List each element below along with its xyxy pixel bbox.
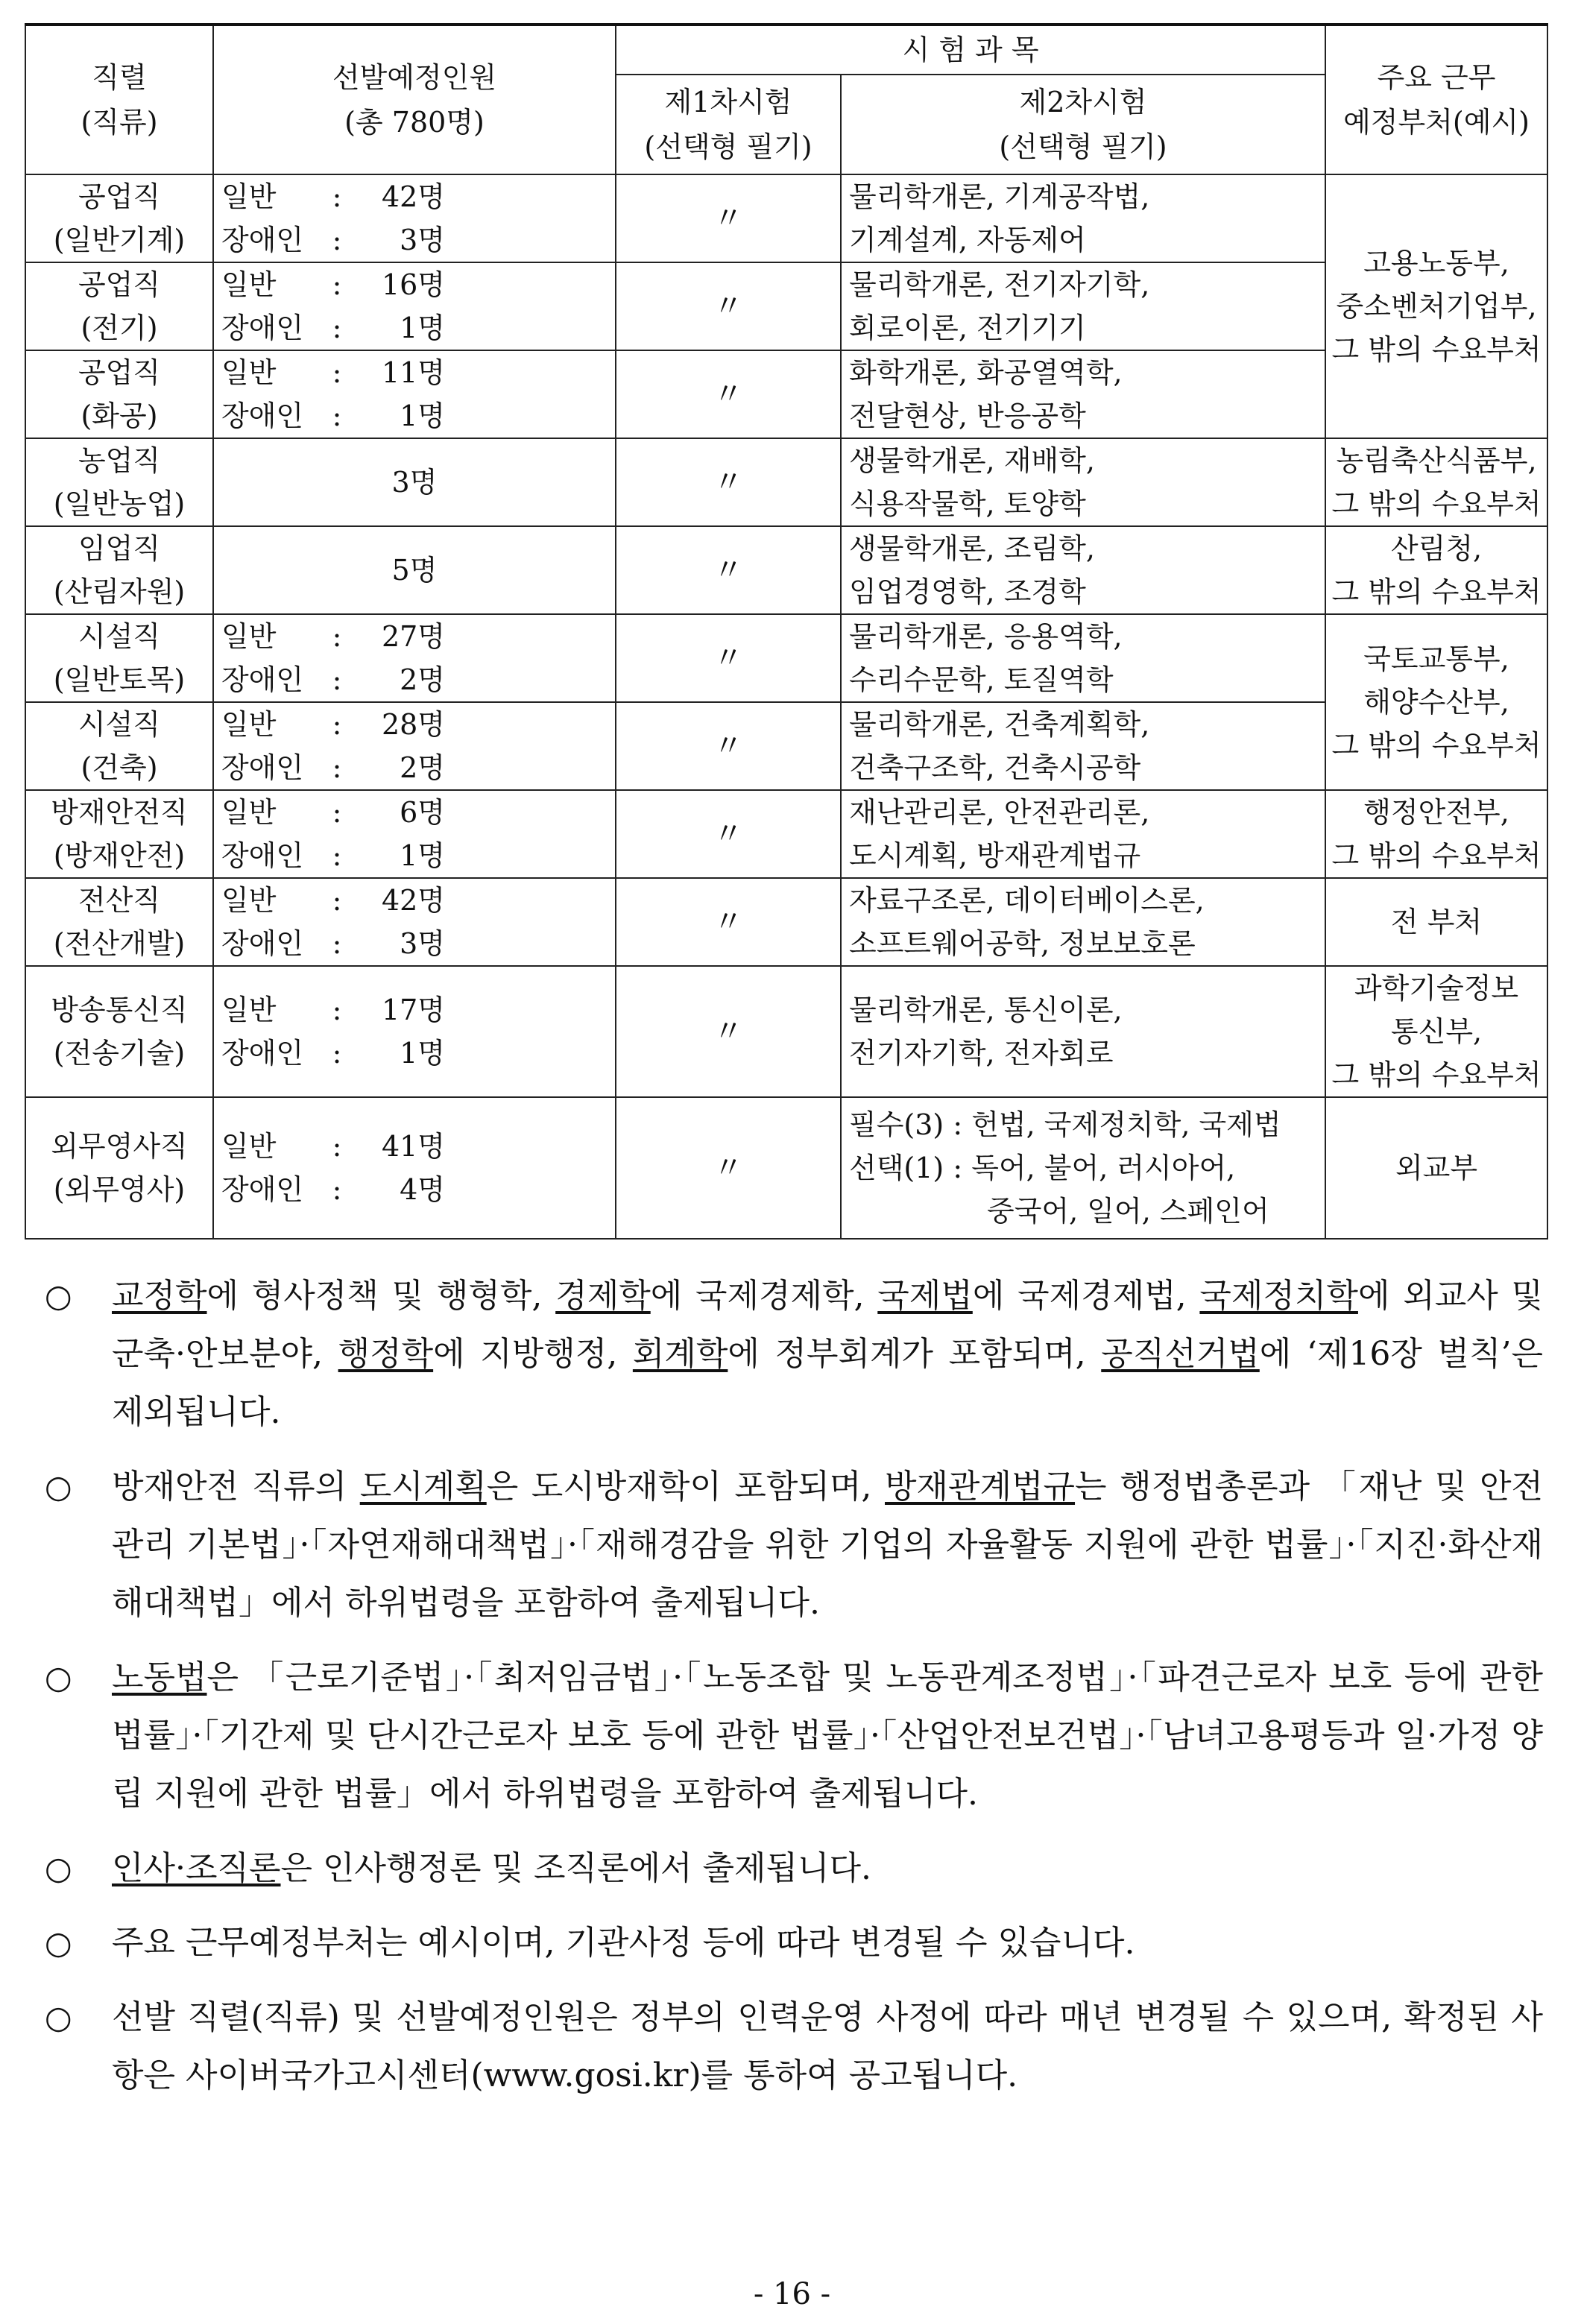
planned-disabled <box>221 1032 615 1075</box>
category-cell <box>25 702 213 790</box>
planned-count: 1명 <box>400 312 445 344</box>
dept-cell <box>1325 174 1547 438</box>
note-text: 선발 직렬(직류) 및 선발예정인원은 정부의 인력운영 사정에 따라 매년 변경될 수 있으며, 확정된 사항은 사이버국가고시센터(www.gosi.kr)를 통하여 공고됩니다. <box>112 1998 1543 2094</box>
table-row <box>25 966 1547 1097</box>
header-second-exam <box>841 75 1325 174</box>
dept-line: 중소벤처기업부, <box>1336 290 1537 323</box>
planned-count: 3명 <box>400 224 445 256</box>
note-segment: 에 ‘제16장 벌칙’은 제외됩니다. <box>112 1335 1543 1431</box>
colon: : <box>332 884 342 917</box>
subject-line: 기계설계, 자동제어 <box>849 224 1086 256</box>
category-text: (전송기술) <box>53 1037 186 1070</box>
planned-label: 일반 <box>221 994 277 1026</box>
note-5 <box>45 1914 1543 1972</box>
subject-line: 중국어, 일어, 스페인어 <box>987 1195 1269 1228</box>
colon: : <box>332 180 342 213</box>
category-text: (전기) <box>81 312 158 344</box>
underlined-subject: 교정학 <box>112 1277 207 1315</box>
planned-cell <box>213 966 616 1097</box>
second-exam-cell <box>841 438 1325 526</box>
planned-disabled <box>221 746 615 789</box>
planned-count: 6명 <box>400 796 445 829</box>
planned-count: 42명 <box>381 884 445 917</box>
category-text: 시설직 <box>78 620 161 653</box>
subject-line: 선택(1) : 독어, 불어, 러시아어, <box>849 1152 1236 1184</box>
first-exam-cell: 〃 <box>616 174 841 262</box>
dept-line: 농림축산식품부, <box>1336 444 1537 477</box>
header-first-exam <box>616 75 841 174</box>
category-cell <box>25 966 213 1097</box>
category-cell <box>25 878 213 966</box>
subject-line: 화학개론, 화공열역학, <box>849 356 1123 389</box>
planned-cell <box>213 174 616 262</box>
category-text: (화공) <box>81 400 158 432</box>
planned-total: 5명 <box>391 554 438 587</box>
dept-cell <box>1325 614 1547 790</box>
colon: : <box>332 356 342 389</box>
first-exam-cell: 〃 <box>616 350 841 438</box>
subject-line: 회로이론, 전기기기 <box>849 312 1086 344</box>
subject-line: 생물학개론, 조림학, <box>849 532 1095 565</box>
colon: : <box>332 400 342 432</box>
dept-line: 통신부, <box>1390 1015 1483 1048</box>
category-text: 임업직 <box>78 532 161 565</box>
dept-line: 그 밖의 수요부처 <box>1331 575 1542 608</box>
subject-line: 임업경영학, 조경학 <box>849 575 1086 608</box>
planned-label: 일반 <box>221 1130 277 1163</box>
note-text <box>112 1458 1543 1632</box>
planned-label: 일반 <box>221 708 277 741</box>
header-dept-line1: 주요 근무 <box>1377 61 1496 94</box>
underlined-subject: 행정학 <box>338 1335 434 1373</box>
subject-line: 전달현상, 반응공학 <box>849 400 1086 432</box>
colon: : <box>332 708 342 741</box>
underlined-subject: 경제학 <box>555 1277 651 1315</box>
header-subjects: 시 험 과 목 <box>616 25 1325 75</box>
note-segment: 에 정부회계가 포함되며, <box>728 1335 1102 1373</box>
note-text <box>112 1267 1543 1442</box>
subject-line: 물리학개론, 통신이론, <box>849 994 1123 1026</box>
category-cell <box>25 614 213 702</box>
bullet-icon: ○ <box>45 1659 72 1696</box>
subject-line: 물리학개론, 응용역학, <box>849 620 1123 653</box>
second-exam-cell <box>841 1097 1325 1239</box>
subject-line: 도시계획, 방재관계법규 <box>849 839 1141 872</box>
planned-disabled <box>221 1168 615 1211</box>
underlined-subject: 방재관계법규 <box>885 1468 1076 1506</box>
planned-count: 42명 <box>381 180 445 213</box>
note-6 <box>45 1989 1543 2105</box>
category-text: (산림자원) <box>53 575 186 608</box>
category-text: 공업직 <box>78 268 161 301</box>
colon: : <box>332 796 342 829</box>
planned-label: 장애인 <box>221 663 304 696</box>
dept-line: 행정안전부, <box>1363 796 1509 829</box>
dept-line: 고용노동부, <box>1363 247 1509 280</box>
first-exam-cell: 〃 <box>616 1097 841 1239</box>
second-exam-cell <box>841 966 1325 1097</box>
category-text: 공업직 <box>78 180 161 213</box>
note-segment: 은 도시방재학이 포함되며, <box>486 1468 885 1506</box>
planned-count: 17명 <box>381 994 445 1026</box>
planned-label: 장애인 <box>221 751 304 784</box>
header-dept <box>1325 25 1547 174</box>
second-exam-cell <box>841 174 1325 262</box>
category-cell <box>25 790 213 878</box>
table-row <box>25 1097 1547 1239</box>
table-body <box>25 174 1547 1239</box>
bullet-icon: ○ <box>45 1850 72 1886</box>
planned-label: 일반 <box>221 796 277 829</box>
header-planned-line2: (총 780명) <box>344 106 485 139</box>
note-2 <box>45 1458 1543 1632</box>
colon: : <box>332 224 342 256</box>
dept-line: 그 밖의 수요부처 <box>1331 333 1542 366</box>
colon: : <box>332 1130 342 1163</box>
planned-count: 11명 <box>381 356 445 389</box>
first-exam-cell: 〃 <box>616 614 841 702</box>
header-planned-line1: 선발예정인원 <box>332 61 497 94</box>
note-4 <box>45 1840 1543 1898</box>
planned-general <box>221 879 615 922</box>
first-exam-cell: 〃 <box>616 790 841 878</box>
subject-line: 전기자기학, 전자회로 <box>849 1037 1114 1070</box>
colon: : <box>332 312 342 344</box>
planned-label: 장애인 <box>221 1037 304 1070</box>
planned-disabled <box>221 394 615 438</box>
dept-line: 외교부 <box>1395 1152 1478 1184</box>
category-cell <box>25 262 213 350</box>
first-exam-cell: 〃 <box>616 878 841 966</box>
planned-label: 일반 <box>221 620 277 653</box>
underlined-subject: 회계학 <box>632 1335 728 1373</box>
note-segment: 는 행정법총론과 「재난 및 안전관리 기본법」·「자연재해대책법」·「재해경감을 위한 기업의 자율활동 지원에 관한 법률」·「지진·화산재해대책법」에서 하위법령을 포함하여 출제됩니다. <box>112 1468 1543 1622</box>
colon: : <box>332 751 342 784</box>
planned-cell <box>213 1097 616 1239</box>
header-second-line2: (선택형 필기) <box>999 130 1167 163</box>
category-text: 공업직 <box>78 356 161 389</box>
planned-count: 28명 <box>381 708 445 741</box>
planned-count: 3명 <box>400 927 445 960</box>
note-segment: 방재안전 직류의 <box>112 1468 360 1506</box>
category-cell <box>25 1097 213 1239</box>
dept-line: 산림청, <box>1390 532 1483 565</box>
subject-line: 자료구조론, 데이터베이스론, <box>849 884 1205 917</box>
first-exam-cell: 〃 <box>616 262 841 350</box>
category-text: (방재안전) <box>53 839 186 872</box>
category-text: (일반토목) <box>53 663 186 696</box>
colon: : <box>332 994 342 1026</box>
planned-cell <box>213 438 616 526</box>
planned-label: 장애인 <box>221 927 304 960</box>
planned-cell <box>213 614 616 702</box>
dept-cell <box>1325 1097 1547 1239</box>
planned-general <box>221 791 615 834</box>
note-segment: 에 국제경제법, <box>972 1277 1200 1315</box>
note-1 <box>45 1267 1543 1442</box>
category-text: 방송통신직 <box>51 994 188 1026</box>
second-exam-cell <box>841 262 1325 350</box>
subject-line: 재난관리론, 안전관리론, <box>849 796 1150 829</box>
table-row <box>25 350 1547 438</box>
underlined-subject: 노동법 <box>112 1658 207 1696</box>
underlined-subject: 국제법 <box>877 1277 973 1315</box>
planned-general <box>221 263 615 306</box>
dept-line: 전 부처 <box>1390 906 1483 938</box>
table-row <box>25 614 1547 702</box>
second-exam-cell <box>841 702 1325 790</box>
category-cell <box>25 438 213 526</box>
second-exam-cell <box>841 790 1325 878</box>
planned-count: 2명 <box>400 751 445 784</box>
subject-line: 필수(3) : 헌법, 국제정치학, 국제법 <box>849 1108 1281 1141</box>
category-text: 방재안전직 <box>51 796 188 829</box>
table-row <box>25 262 1547 350</box>
subject-line: 물리학개론, 건축계획학, <box>849 708 1150 741</box>
first-exam-cell: 〃 <box>616 526 841 614</box>
planned-label: 일반 <box>221 356 277 389</box>
dept-line: 그 밖의 수요부처 <box>1331 729 1542 762</box>
planned-disabled <box>221 306 615 350</box>
planned-cell <box>213 350 616 438</box>
planned-disabled <box>221 834 615 877</box>
planned-cell <box>213 262 616 350</box>
header-first-line1: 제1차시험 <box>664 86 792 119</box>
planned-cell <box>213 702 616 790</box>
colon: : <box>332 1037 342 1070</box>
planned-count: 41명 <box>381 1130 445 1163</box>
dept-line: 그 밖의 수요부처 <box>1331 839 1542 872</box>
category-text: (일반농업) <box>53 487 186 520</box>
header-first-line2: (선택형 필기) <box>644 130 812 163</box>
planned-label: 장애인 <box>221 400 304 432</box>
table-row <box>25 438 1547 526</box>
second-exam-cell <box>841 878 1325 966</box>
planned-count: 4명 <box>400 1173 445 1206</box>
planned-count: 1명 <box>400 1037 445 1070</box>
colon: : <box>332 927 342 960</box>
colon: : <box>332 1173 342 1206</box>
planned-cell <box>213 878 616 966</box>
header-category-line2: (직류) <box>81 106 158 139</box>
planned-label: 일반 <box>221 268 277 301</box>
note-text <box>112 1840 1543 1898</box>
planned-general <box>221 351 615 394</box>
dept-line: 그 밖의 수요부처 <box>1331 487 1542 520</box>
category-text: (전산개발) <box>53 927 186 960</box>
planned-disabled <box>221 218 615 262</box>
header-second-line1: 제2차시험 <box>1019 86 1147 119</box>
underlined-subject: 인사·조직론 <box>112 1849 281 1887</box>
notes-list <box>45 1267 1543 2121</box>
dept-line: 과학기술정보 <box>1354 972 1519 1005</box>
planned-cell <box>213 790 616 878</box>
planned-label: 일반 <box>221 884 277 917</box>
header-category-line1: 직렬 <box>92 61 147 94</box>
bullet-icon: ○ <box>45 1999 72 2036</box>
table-row <box>25 790 1547 878</box>
header-dept-line2: 예정부처(예시) <box>1343 106 1530 139</box>
dept-cell <box>1325 790 1547 878</box>
dept-cell <box>1325 526 1547 614</box>
category-cell <box>25 526 213 614</box>
planned-label: 일반 <box>221 180 277 213</box>
planned-general <box>221 988 615 1032</box>
planned-general <box>221 615 615 658</box>
dept-cell <box>1325 966 1547 1097</box>
planned-label: 장애인 <box>221 1173 304 1206</box>
exam-subjects-table <box>25 23 1548 1240</box>
table-row <box>25 702 1547 790</box>
planned-general <box>221 175 615 218</box>
bullet-icon: ○ <box>45 1278 72 1314</box>
colon: : <box>332 839 342 872</box>
dept-cell <box>1325 878 1547 966</box>
note-segment: 에 지방행정, <box>433 1335 633 1373</box>
page-number: - 16 - <box>753 2277 831 2311</box>
note-segment: 에 형사정책 및 행형학, <box>206 1277 556 1315</box>
dept-cell <box>1325 438 1547 526</box>
colon: : <box>332 268 342 301</box>
table-row <box>25 526 1547 614</box>
colon: : <box>332 663 342 696</box>
table-row <box>25 878 1547 966</box>
subject-line: 소프트웨어공학, 정보보호론 <box>849 927 1196 960</box>
first-exam-cell: 〃 <box>616 702 841 790</box>
header-category <box>25 25 213 174</box>
first-exam-cell: 〃 <box>616 438 841 526</box>
planned-count: 2명 <box>400 663 445 696</box>
second-exam-cell <box>841 614 1325 702</box>
note-segment: 은 인사행정론 및 조직론에서 출제됩니다. <box>280 1849 872 1887</box>
note-segment: 에 국제경제학, <box>650 1277 878 1315</box>
bullet-icon: ○ <box>45 1924 72 1961</box>
note-text <box>112 1649 1543 1823</box>
category-text: (일반기계) <box>53 224 186 256</box>
note-text: 주요 근무예정부처는 예시이며, 기관사정 등에 따라 변경될 수 있습니다. <box>112 1924 1135 1962</box>
planned-count: 27명 <box>381 620 445 653</box>
note-segment: 에 외교사 및 군축·안보분야, <box>112 1277 1544 1373</box>
note-3 <box>45 1649 1543 1823</box>
second-exam-cell <box>841 350 1325 438</box>
category-text: 외무영사직 <box>51 1130 188 1163</box>
dept-line: 해양수산부, <box>1363 686 1509 719</box>
note-segment: 은 「근로기준법」·「최저임금법」·「노동조합 및 노동관계조정법」·「파견근로자 보호 등에 관한 법률」·「기간제 및 단시간근로자 보호 등에 관한 법률」·「산업안전보건법」·「남녀고용평등과 일·가정 양립 지원에 관한 법률」에서 하위법령을 포함하여 출제됩니다. <box>112 1658 1543 1813</box>
underlined-subject: 도시계획 <box>359 1468 487 1506</box>
subject-line: 물리학개론, 전기자기학, <box>849 268 1150 301</box>
first-exam-cell: 〃 <box>616 966 841 1097</box>
planned-general <box>221 1125 615 1168</box>
category-text: (건축) <box>81 751 158 784</box>
subject-line: 건축구조학, 건축시공학 <box>849 751 1141 784</box>
planned-count: 1명 <box>400 400 445 432</box>
subject-line: 수리수문학, 토질역학 <box>849 663 1114 696</box>
category-text: 시설직 <box>78 708 161 741</box>
dept-line: 국토교통부, <box>1363 642 1509 675</box>
second-exam-cell <box>841 526 1325 614</box>
planned-general <box>221 703 615 746</box>
underlined-subject: 국제정치학 <box>1199 1277 1358 1315</box>
category-text: (외무영사) <box>53 1173 186 1206</box>
subject-line: 식용작물학, 토양학 <box>849 487 1086 520</box>
planned-count: 1명 <box>400 839 445 872</box>
bullet-icon: ○ <box>45 1468 72 1505</box>
colon: : <box>332 620 342 653</box>
planned-count: 16명 <box>381 268 445 301</box>
subject-line: 생물학개론, 재배학, <box>849 444 1095 477</box>
dept-line: 그 밖의 수요부처 <box>1331 1058 1542 1091</box>
category-text: 농업직 <box>78 444 161 477</box>
planned-disabled <box>221 922 615 965</box>
planned-cell <box>213 526 616 614</box>
category-cell <box>25 174 213 262</box>
planned-total: 3명 <box>391 466 438 499</box>
planned-label: 장애인 <box>221 839 304 872</box>
category-cell <box>25 350 213 438</box>
planned-label: 장애인 <box>221 312 304 344</box>
category-text: 전산직 <box>78 884 161 917</box>
table-row <box>25 174 1547 262</box>
subject-line: 물리학개론, 기계공작법, <box>849 180 1150 213</box>
header-planned <box>213 25 616 174</box>
underlined-subject: 공직선거법 <box>1101 1335 1260 1373</box>
planned-label: 장애인 <box>221 224 304 256</box>
planned-disabled <box>221 658 615 701</box>
